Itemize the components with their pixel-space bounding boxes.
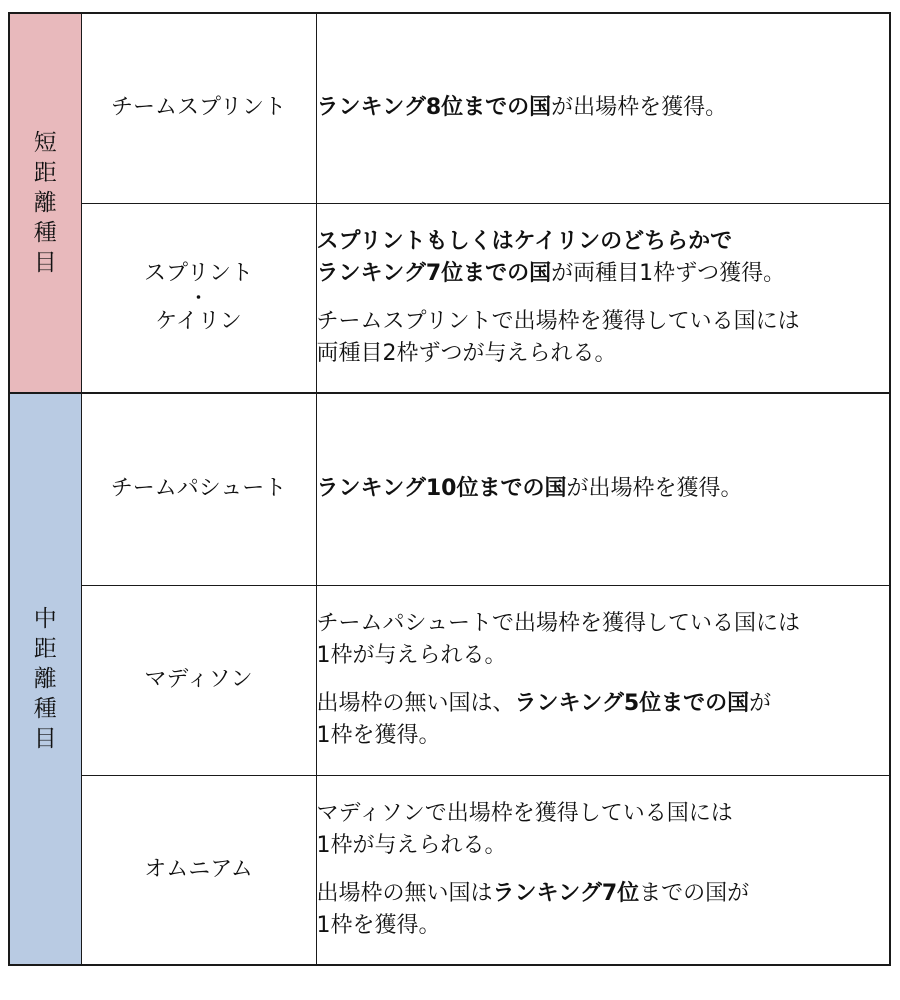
- event-name-line: マディソン: [144, 667, 253, 692]
- description-text: が出場枠を獲得。: [566, 476, 743, 502]
- event-name-line: ケイリン: [155, 308, 242, 334]
- table-row-team-sprint: [9, 13, 890, 203]
- description-paragraph: [317, 878, 890, 942]
- event-cell: [81, 393, 316, 585]
- category-endurance-label: 中距離種目: [33, 606, 57, 752]
- category-sprint: [9, 13, 81, 393]
- description-text: が出場枠を獲得。: [551, 95, 728, 121]
- quota-table: [8, 12, 891, 966]
- description-text: チームパシュートで出場枠を獲得している国には: [316, 611, 801, 636]
- description-text: が: [749, 691, 772, 716]
- description-text: 1枠が与えられる。: [316, 643, 507, 668]
- description-paragraph: [317, 306, 890, 370]
- description-paragraph: [317, 92, 890, 124]
- description-paragraph: [317, 798, 890, 862]
- description-text: 両種目2枠ずつが与えられる。: [316, 340, 617, 366]
- event-cell: [81, 13, 316, 203]
- description-text: 1枠を獲得。: [316, 723, 441, 748]
- description-text: までの国が: [639, 880, 750, 906]
- event-name-line: チームスプリント: [110, 95, 287, 121]
- description-text-bold: ランキング10位までの国: [316, 476, 567, 502]
- table-row-madison: [9, 585, 890, 775]
- description-text-bold: ランキング5位までの国: [514, 691, 750, 716]
- table-row-team-pursuit: [9, 393, 890, 585]
- table-row-omnium: [9, 775, 890, 965]
- event-name-line: オムニアム: [144, 856, 253, 882]
- category-endurance: [9, 393, 81, 965]
- description-text-bold: スプリントもしくはケイリンのどちらかで: [316, 228, 733, 254]
- table-row-sprint-keirin: [9, 203, 890, 393]
- description-text: 1枠を獲得。: [316, 912, 441, 938]
- description-paragraph: [317, 473, 890, 505]
- description-text-bold: ランキング7位までの国: [316, 260, 552, 286]
- description-text-bold: ランキング8位までの国: [316, 95, 552, 121]
- event-name-line: スプリント: [143, 260, 254, 286]
- event-cell: [81, 585, 316, 775]
- description-text-bold: ランキング7位: [492, 880, 640, 906]
- description-text: 1枠が与えられる。: [316, 832, 507, 858]
- description-cell: [316, 13, 890, 203]
- description-cell: [316, 585, 890, 775]
- description-text: マディソンで出場枠を獲得している国には: [316, 800, 733, 826]
- description-text: 出場枠の無い国は: [316, 880, 493, 906]
- description-cell: [316, 775, 890, 965]
- event-name-line: ・: [190, 287, 207, 307]
- description-paragraph: [317, 688, 890, 752]
- event-cell: [81, 775, 316, 965]
- category-sprint-label: 短距離種目: [33, 130, 57, 276]
- description-text: が両種目1枠ずつ獲得。: [551, 260, 786, 286]
- description-paragraph: [317, 608, 890, 672]
- event-cell: [81, 203, 316, 393]
- description-cell: [316, 393, 890, 585]
- description-cell: [316, 203, 890, 393]
- description-text: チームスプリントで出場枠を獲得している国には: [316, 308, 800, 334]
- description-paragraph: [317, 226, 890, 290]
- description-text: 出場枠の無い国は、: [316, 691, 515, 716]
- event-name-line: チームパシュート: [110, 476, 287, 502]
